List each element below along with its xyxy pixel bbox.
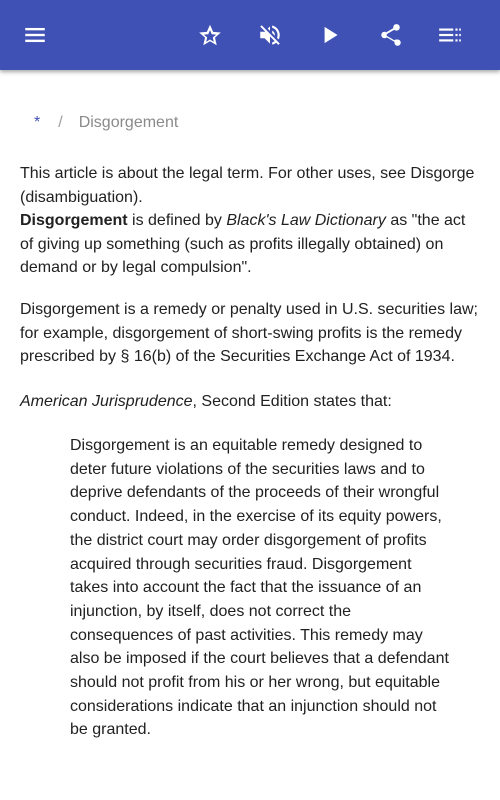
contents-button[interactable] xyxy=(426,11,474,59)
jurisprudence-text: , Second Edition states that: xyxy=(192,393,392,410)
article-content xyxy=(0,70,500,800)
share-icon xyxy=(377,22,403,48)
list-icon xyxy=(437,22,463,48)
share-button[interactable] xyxy=(366,11,414,59)
jurisprudence-source: American Jurisprudence xyxy=(20,393,193,410)
definition-term: Disgorgement xyxy=(20,212,128,229)
breadcrumb-home-link[interactable]: * xyxy=(34,114,41,131)
hatnote-end: . xyxy=(138,188,143,206)
paragraph-remedy: Disgorgement is a remedy or penalty used in U.S. securities law; for example, disgorgement of short-swing profits is the remedy prescribed by § 16(b) of the Securities Exchange Act of 1934. xyxy=(20,301,478,365)
menu-button[interactable] xyxy=(11,11,59,59)
play-button[interactable] xyxy=(306,11,354,59)
app-bar xyxy=(0,0,500,70)
volume-off-icon xyxy=(257,22,283,48)
breadcrumb xyxy=(34,114,178,132)
breadcrumb-current: Disgorgement xyxy=(78,114,179,131)
disambiguation-link[interactable]: Disgorge (disambiguation) xyxy=(20,165,475,206)
block-quote: Disgorgement is an equitable remedy designed to deter future violations of the securities laws and to deprive defendants of the proceeds of their wrongful conduct. Indeed, in the exercise of its equity powers, the district court may order disgorgement of profits acquired through securities fraud. Disgorgement takes into account the fact that the issuance of an injunction, by itself, does not correct the consequences of past activities. This remedy may also be imposed if the court believes that a defendant should not profit from his or her wrong, but equitable considerations indicate that an injunction should not be granted. xyxy=(70,437,449,739)
star-outline-icon xyxy=(197,22,223,48)
breadcrumb-separator: / xyxy=(58,114,63,131)
definition-mid: is defined by xyxy=(127,212,227,229)
favorite-button[interactable] xyxy=(186,11,234,59)
play-icon xyxy=(317,22,343,48)
mute-button[interactable] xyxy=(246,11,294,59)
definition-source: Black's Law Dictionary xyxy=(226,212,386,229)
definition-text: as "the act of giving up something (such as profits illegally obtained) on demand or by legal compulsion". xyxy=(20,212,466,276)
hatnote-text: This article is about the legal term. For other uses, see xyxy=(20,165,406,182)
hatnote-and-definition xyxy=(20,162,482,280)
menu-icon xyxy=(22,22,48,48)
paragraph-jurisprudence xyxy=(20,390,482,414)
